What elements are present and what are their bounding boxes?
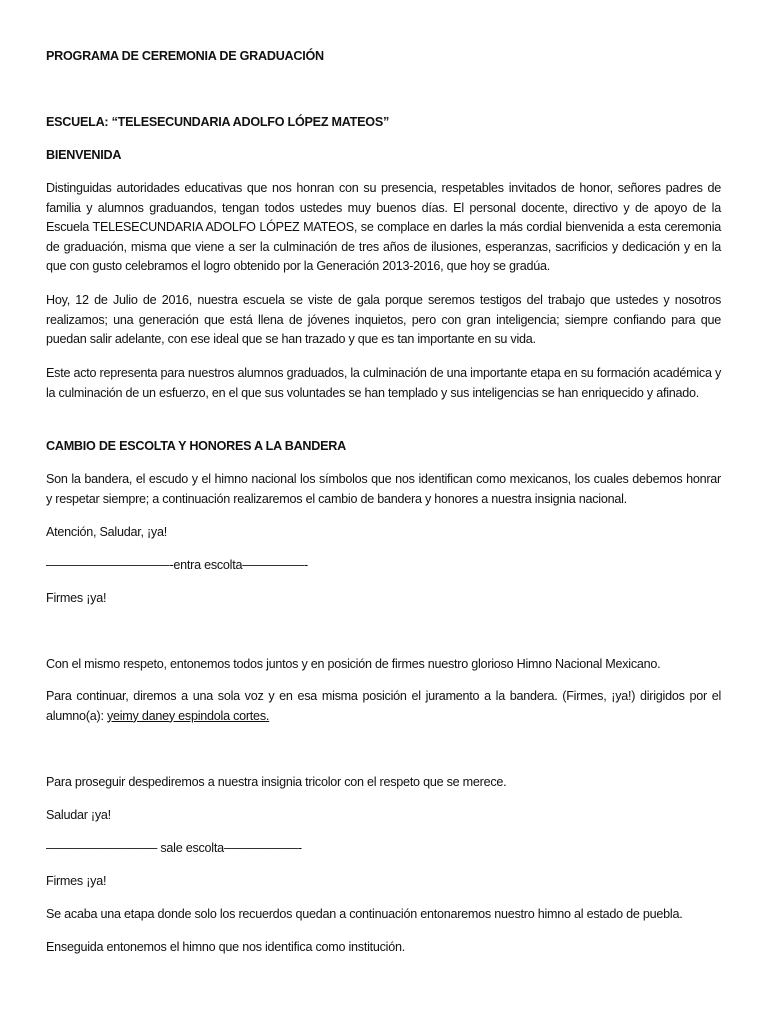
farewell-line: Para proseguir despediremos a nuestra insignia tricolor con el respeto que se merece.	[46, 775, 507, 789]
firmes-line-2: Firmes ¡ya!	[46, 874, 107, 888]
welcome-paragraph-2: Hoy, 12 de Julio de 2016, nuestra escuela se viste de gala porque seremos testigos del trabajo que ustedes y nosotros realizamos; una generación que está llena de jóvenes inquietos, pero con gran inteligencia; siempre confiando para que puedan salir adelante, con ese ideal que se han trazado y que es tan importante en su vida.	[46, 293, 721, 347]
oath-text: Para continuar, diremos a una sola voz y en esa misma posición el juramento a la bandera. (Firmes, ¡ya!) dirigidos por el alumno(a):	[46, 689, 721, 723]
welcome-heading: BIENVENIDA	[46, 148, 122, 162]
flag-paragraph: Son la bandera, el escudo y el himno nacional los símbolos que nos identifican como mexicanos, los cuales debemos honrar y respetar siempre; a continuación realizaremos el cambio de bandera y honores a nuestra insignia nacional.	[46, 472, 721, 506]
school-name: ESCUELA: “TELESECUNDARIA ADOLFO LÓPEZ MATEOS”	[46, 115, 390, 129]
welcome-paragraph-1: Distinguidas autoridades educativas que nos honran con su presencia, respetables invitados de honor, señores padres de familia y alumnos graduandos, tengan todos ustedes muy buenos días. El personal docente, directivo y de apoyo de la Escuela TELESECUNDARIA ADOLFO LÓPEZ MATEOS, se complace en darles la más cordial bienvenida a esta ceremonia de graduación, misma que viene a ser la culminación de tres años de ilusiones, esperanzas, sacrificios y dedicación y en la que con gusto celebramos el logro obtenido por la Generación 2013-2016, que hoy se gradúa.	[46, 181, 721, 274]
oath-student-name: yeimy daney espindola cortes.	[106, 708, 270, 723]
document-title: PROGRAMA DE CEREMONIA DE GRADUACIÓN	[46, 49, 324, 63]
attention-line: Atención, Saludar, ¡ya!	[46, 525, 167, 539]
oath-paragraph	[46, 687, 721, 726]
anthem-line: Con el mismo respeto, entonemos todos juntos y en posición de firmes nuestro glorioso Himno Nacional Mexicano.	[46, 657, 661, 671]
exit-escort-line: ————————— sale escolta——————-	[46, 841, 302, 855]
welcome-paragraph-3: Este acto representa para nuestros alumnos graduados, la culminación de una importante etapa en su formación académica y la culminación de un esfuerzo, en el que sus voluntades se han templado y sus inteligencias se han enriquecido y afinado.	[46, 366, 721, 400]
salute-line: Saludar ¡ya!	[46, 808, 111, 822]
state-anthem-line: Se acaba una etapa donde solo los recuerdos quedan a continuación entonaremos nuestro himno al estado de puebla.	[46, 907, 683, 921]
firmes-line-1: Firmes ¡ya!	[46, 591, 107, 605]
school-anthem-line: Enseguida entonemos el himno que nos identifica como institución.	[46, 940, 405, 954]
flag-heading: CAMBIO DE ESCOLTA Y HONORES A LA BANDERA	[46, 439, 346, 453]
enter-escort-line: ——————————-entra escolta—————-	[46, 558, 308, 572]
